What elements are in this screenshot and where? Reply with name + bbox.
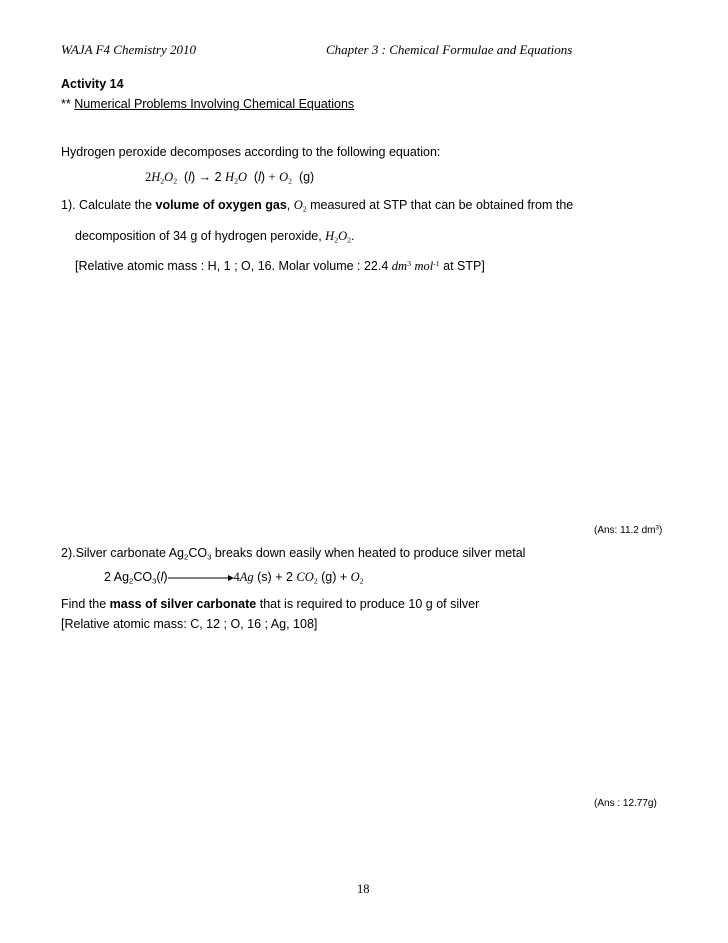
- q2-eq-state: l: [160, 570, 164, 584]
- q1-answer: [594, 525, 662, 536]
- q1-mol-exp: -1: [433, 258, 440, 268]
- q2-eq-co2-sub: 2: [313, 576, 318, 586]
- q1-answer-exp: 3: [655, 524, 659, 532]
- q1-mol: mol: [414, 259, 434, 273]
- eq1-state2-open: (: [253, 170, 259, 184]
- q2-answer: (Ans : 12.77g): [594, 798, 657, 809]
- eq1-plus: +: [268, 170, 276, 184]
- q1-given-suffix: at STP]: [439, 259, 485, 273]
- eq1-h2-sub: 2: [234, 176, 238, 186]
- eq1-h2: H: [225, 170, 235, 184]
- q2-find-suffix: that is required to produce 10 g of silver: [256, 597, 480, 611]
- eq1-o2: O: [237, 170, 247, 184]
- q1-answer-prefix: (Ans: 11.2 dm: [594, 525, 656, 536]
- eq1-h-sub: 2: [160, 176, 165, 186]
- q1-h: H: [325, 229, 335, 243]
- q1-dm-exp: 3: [407, 258, 411, 268]
- q2-eq-sub2: 3: [152, 576, 157, 586]
- eq1-state2-l: l: [258, 170, 261, 184]
- q1-dm: dm: [391, 259, 408, 273]
- intro-text: Hydrogen peroxide decomposes according to the following equation:: [61, 145, 441, 159]
- header-left: WAJA F4 Chemistry 2010: [61, 42, 196, 57]
- eq1-state-open: (: [184, 170, 189, 184]
- q2-line1-sub2: 3: [207, 552, 212, 562]
- q2-eq-left: 2 Ag: [104, 570, 130, 584]
- q1-o-sub: 2: [347, 235, 351, 245]
- q1-line2: [75, 229, 354, 244]
- q1-o: O: [338, 229, 348, 243]
- q2-eq-sub1: 2: [129, 576, 134, 586]
- q2-eq-state-close: ): [163, 570, 168, 584]
- eq1-arrow: →: [198, 170, 212, 184]
- eq1-state2-close: ): [260, 170, 266, 184]
- q2-line1-mid: CO: [188, 546, 208, 560]
- eq1-coef1: 2: [145, 170, 152, 184]
- q2-find: [61, 597, 479, 611]
- q1-given: [75, 259, 485, 274]
- reaction-arrow-icon: [168, 574, 234, 582]
- q1-after-o2: measured at STP that can be obtained from the: [306, 198, 574, 212]
- q2-find-prefix: Find the: [61, 597, 110, 611]
- q2-eq-s: (s) + 2: [253, 570, 297, 584]
- activity-title: Activity 14: [61, 77, 124, 91]
- eq1-o: O: [164, 170, 174, 184]
- q1-given-prefix: [Relative atomic mass : H, 1 ; O, 16. Molar volume : 22.4: [75, 259, 392, 273]
- subtitle-text: Numerical Problems Involving Chemical Equations: [74, 97, 355, 111]
- eq1-state-l: l: [188, 170, 191, 184]
- eq1-coef2: 2: [211, 170, 226, 184]
- eq1-state-close: ): [190, 170, 196, 184]
- q2-eq-o2-sub: 2: [359, 576, 364, 586]
- q2-find-bold: mass of silver carbonate: [109, 597, 257, 611]
- activity-subtitle: [61, 97, 354, 111]
- equation-1: [145, 170, 314, 185]
- q2-eq-ag: Ag: [239, 570, 254, 584]
- eq1-o3-sub: 2: [288, 176, 292, 186]
- q2-eq-co2: CO: [296, 570, 314, 584]
- q2-eq-state-open: (: [156, 570, 161, 584]
- eq1-h: H: [151, 170, 161, 184]
- q1-o2-sub: 2: [302, 204, 307, 214]
- q2-line1-sub1: 2: [184, 552, 189, 562]
- q1-number: 1). Calculate the: [61, 198, 156, 212]
- eq1-state-g: (g): [298, 170, 315, 184]
- q2-eq-o2: O: [350, 570, 360, 584]
- q2-equation: [104, 570, 364, 585]
- q1-bold: volume of oxygen gas: [155, 198, 287, 212]
- q2-line1-prefix: 2).Silver carbonate Ag: [61, 546, 184, 560]
- q1-o2: O: [293, 198, 303, 212]
- eq1-o-sub: 2: [173, 176, 178, 186]
- q1-after-bold: ,: [286, 198, 294, 212]
- page-number: 18: [357, 882, 370, 896]
- eq1-o3: O: [279, 170, 289, 184]
- q1-line1: [61, 198, 573, 213]
- q2-line1: [61, 546, 525, 560]
- q2-given: [Relative atomic mass: C, 12 ; O, 16 ; Ag, 108]: [61, 617, 318, 631]
- q2-eq-g: (g) +: [317, 570, 351, 584]
- q1-line2-end: .: [350, 229, 355, 243]
- q2-eq-coef-ag: 4: [233, 570, 240, 584]
- q1-answer-suffix: ): [658, 525, 663, 536]
- subtitle-prefix: **: [61, 97, 75, 111]
- q2-line1-suffix: breaks down easily when heated to produce silver metal: [211, 546, 526, 560]
- header-right: Chapter 3 : Chemical Formulae and Equations: [326, 42, 573, 57]
- q1-line2-text: decomposition of 34 g of hydrogen peroxide,: [75, 229, 326, 243]
- q2-eq-co: CO: [133, 570, 153, 584]
- q1-h-sub: 2: [334, 235, 339, 245]
